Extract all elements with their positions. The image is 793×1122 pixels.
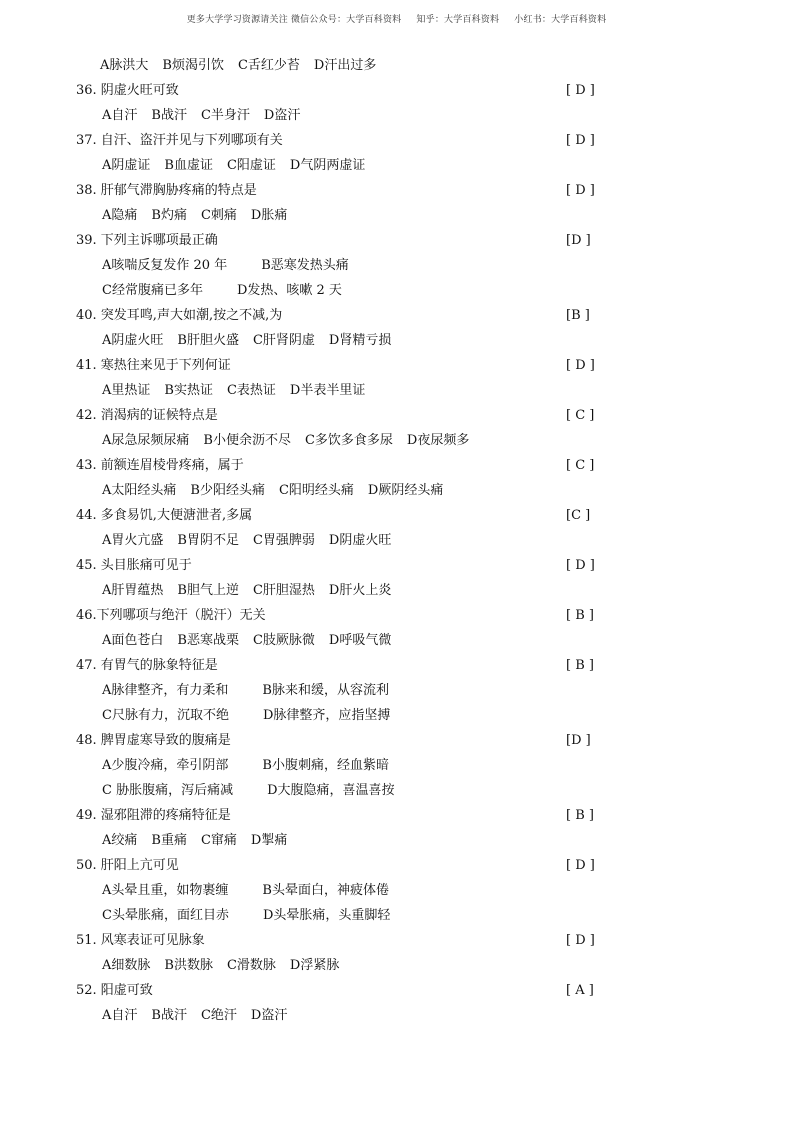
option-text: B胃阴不足: [177, 533, 239, 548]
option-text: B洪数脉: [164, 958, 213, 973]
answer-bracket: [ D ]: [566, 358, 595, 373]
option-text: D掣痛: [250, 833, 288, 848]
option-row: [102, 331, 405, 351]
option-text: A细数脉: [102, 958, 151, 973]
answer-bracket: [ B ]: [566, 608, 594, 623]
answer-bracket: [ D ]: [566, 858, 595, 873]
option-text: C绝汗: [200, 1008, 237, 1023]
answer-bracket: [ D ]: [566, 183, 595, 198]
option-row: [102, 206, 301, 226]
option-text: A自汗: [102, 108, 138, 123]
option-text: D大腹隐痛，喜温喜按: [267, 783, 395, 798]
option-row: [102, 381, 379, 401]
option-row: [102, 681, 423, 701]
option-text: C经常腹痛已多年: [102, 283, 203, 298]
option-text: C尺脉有力，沉取不绝: [102, 708, 229, 723]
option-text: C半身汗: [200, 108, 250, 123]
option-text: A少腹冷痛，牵引阴部: [102, 758, 229, 773]
answer-bracket: [ C ]: [566, 458, 595, 473]
option-text: A肝胃蕴热: [102, 583, 164, 598]
option-text: B少阳经头痛: [190, 483, 265, 498]
option-text: C胃强脾弱: [252, 533, 315, 548]
option-text: B恶寒发热头痛: [261, 258, 349, 273]
option-text: A头晕且重，如物裹缠: [102, 883, 229, 898]
option-text: A阴虚火旺: [102, 333, 164, 348]
answer-bracket: [ D ]: [566, 933, 595, 948]
question-stem: 39. 下列主诉哪项最正确: [76, 233, 218, 248]
question-stem: 47. 有胃气的脉象特征是: [76, 658, 218, 673]
question-stem: 45. 头目胀痛可见于: [76, 558, 192, 573]
option-text: D胀痛: [250, 208, 288, 223]
question-stem: 40. 突发耳鸣,声大如潮,按之不减,为: [76, 308, 283, 323]
option-row: [102, 481, 457, 501]
option-text: D盗汗: [263, 108, 301, 123]
option-row: [102, 281, 376, 301]
question-stem: 49. 湿邪阻滞的疼痛特征是: [76, 808, 231, 823]
question-stem: 41. 寒热往来见于下列何证: [76, 358, 231, 373]
question-stem: 37. 自汗、盗汗并见与下列哪项有关: [76, 133, 283, 148]
option-row: [102, 531, 405, 551]
answer-bracket: [D ]: [566, 233, 591, 248]
option-text: C肢厥脉微: [252, 633, 315, 648]
option-row: [102, 756, 423, 776]
option-text: D半表半里证: [289, 383, 366, 398]
option-row: [102, 431, 483, 451]
option-text: B头晕面白，神疲体倦: [262, 883, 389, 898]
option-text: D发热、咳嗽 2 天: [236, 283, 342, 298]
option-text: B实热证: [164, 383, 213, 398]
option-text: B战汗: [151, 1008, 187, 1023]
option-row: [102, 1006, 301, 1026]
option-text: B烦渴引饮: [162, 58, 224, 73]
option-text: B胆气上逆: [177, 583, 239, 598]
answer-bracket: [C ]: [566, 508, 591, 523]
option-text: C头晕胀痛，面红目赤: [102, 908, 229, 923]
question-stem: 44. 多食易饥,大便溏泄者,多属: [76, 508, 253, 523]
option-text: A胃火亢盛: [102, 533, 164, 548]
question-stem: 51. 风寒表证可见脉象: [76, 933, 205, 948]
option-text: B血虚证: [164, 158, 213, 173]
option-text: D厥阴经头痛: [367, 483, 444, 498]
option-text: C窜痛: [200, 833, 237, 848]
header-zhihu: 知乎：大学百科资料: [416, 15, 500, 25]
answer-bracket: [D ]: [566, 733, 591, 748]
option-row: [102, 831, 301, 851]
question-stem: 42. 消渴病的证候特点是: [76, 408, 218, 423]
question-stem: 43. 前额连眉棱骨疼痛，属于: [76, 458, 244, 473]
option-text: B恶寒战栗: [177, 633, 239, 648]
answer-bracket: [ B ]: [566, 658, 594, 673]
option-text: A脉洪大: [100, 58, 149, 73]
option-row: [102, 881, 423, 901]
option-text: A尿急尿频尿痛: [102, 433, 190, 448]
question-stem: 46.下列哪项与绝汗（脱汗）无关: [76, 608, 266, 623]
page-header: [0, 12, 793, 25]
option-text: C舌红少苔: [237, 58, 300, 73]
option-text: A隐痛: [102, 208, 138, 223]
option-text: A脉律整齐，有力柔和: [102, 683, 229, 698]
option-text: B肝胆火盛: [177, 333, 239, 348]
option-text: A太阳经头痛: [102, 483, 177, 498]
header-wechat: 更多大学学习资源请关注 微信公众号：大学百科资料: [186, 15, 402, 25]
option-text: D夜尿频多: [406, 433, 470, 448]
option-text: B战汗: [151, 108, 187, 123]
option-text: A咳喘反复发作 20 年: [102, 258, 228, 273]
option-text: C肝胆湿热: [252, 583, 315, 598]
answer-bracket: [B ]: [566, 308, 590, 323]
answer-bracket: [ D ]: [566, 558, 595, 573]
option-text: A面色苍白: [102, 633, 164, 648]
option-text: B小便余沥不尽: [203, 433, 291, 448]
option-text: C表热证: [226, 383, 276, 398]
option-text: A绞痛: [102, 833, 138, 848]
option-text: B重痛: [151, 833, 187, 848]
option-text: B小腹刺痛，经血紫暗: [262, 758, 389, 773]
option-row: [102, 706, 424, 726]
option-text: A阴虚证: [102, 158, 151, 173]
answer-bracket: [ D ]: [566, 83, 595, 98]
option-text: D气阴两虚证: [289, 158, 366, 173]
option-text: D汗出过多: [313, 58, 377, 73]
option-text: C肝肾阴虚: [252, 333, 315, 348]
question-stem: 38. 肝郁气滞胸胁疼痛的特点是: [76, 183, 257, 198]
answer-bracket: [ C ]: [566, 408, 595, 423]
option-row: [102, 581, 405, 601]
answer-bracket: [ D ]: [566, 133, 595, 148]
question-stem: 48. 脾胃虚寒导致的腹痛是: [76, 733, 231, 748]
option-row: [102, 156, 379, 176]
option-row: [102, 956, 353, 976]
option-row: [102, 256, 383, 276]
answer-bracket: [ A ]: [566, 983, 594, 998]
option-text: A里热证: [102, 383, 151, 398]
header-xiaohongshu: 小红书：大学百科资料: [514, 15, 607, 25]
option-row: [102, 106, 314, 126]
option-text: C阳明经头痛: [278, 483, 354, 498]
answer-bracket: [ B ]: [566, 808, 594, 823]
option-text: C阳虚证: [226, 158, 276, 173]
question-stem: 36. 阴虚火旺可致: [76, 83, 179, 98]
option-row: [102, 781, 429, 801]
option-text: D阴虚火旺: [328, 533, 392, 548]
option-text: D盗汗: [250, 1008, 288, 1023]
option-text: B灼痛: [151, 208, 187, 223]
question-stem: 52. 阳虚可致: [76, 983, 153, 998]
option-text: B脉来和缓，从容流利: [262, 683, 389, 698]
option-text: D浮紧脉: [289, 958, 340, 973]
option-row: [102, 906, 424, 926]
option-text: D头晕胀痛，头重脚轻: [262, 908, 391, 923]
option-text: C 胁胀腹痛，泻后痛减: [102, 783, 234, 798]
option-text: D肾精亏损: [328, 333, 392, 348]
option-text: C多饮多食多尿: [304, 433, 393, 448]
option-text: C滑数脉: [226, 958, 276, 973]
option-text: D呼吸气微: [328, 633, 392, 648]
option-text: D肝火上炎: [328, 583, 392, 598]
option-text: D脉律整齐，应指坚搏: [262, 708, 391, 723]
question-stem: 50. 肝阳上亢可见: [76, 858, 179, 873]
option-text: C刺痛: [200, 208, 237, 223]
option-row: [102, 631, 405, 651]
carry-over-options: [100, 56, 390, 76]
option-text: A自汗: [102, 1008, 138, 1023]
